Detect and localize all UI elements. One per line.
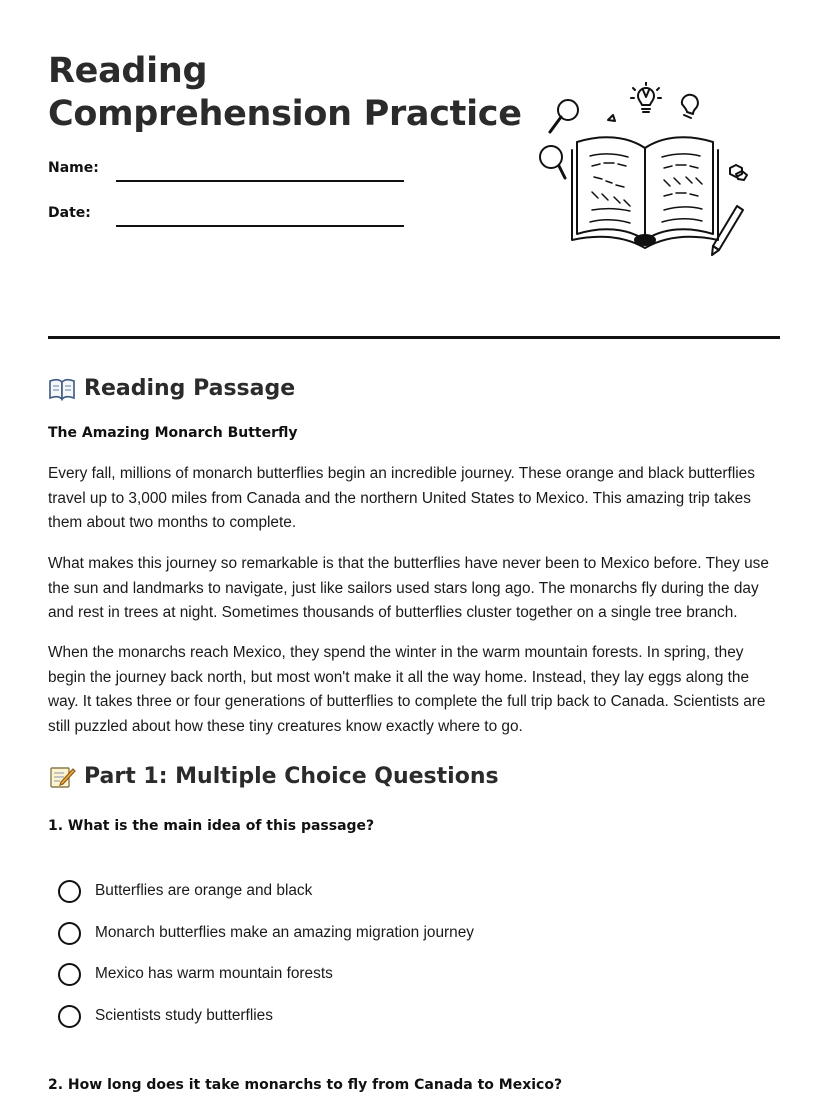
open-book-illustration-icon	[532, 82, 754, 260]
question-1-option-2[interactable]	[58, 921, 474, 945]
radio-button[interactable]	[58, 922, 81, 945]
title-line-2: Comprehension Practice	[48, 94, 522, 134]
name-line[interactable]	[116, 180, 404, 182]
page-title	[48, 50, 522, 136]
date-line[interactable]	[116, 225, 404, 227]
option-label: Mexico has warm mountain forests	[95, 965, 333, 982]
radio-button[interactable]	[58, 880, 81, 903]
radio-button[interactable]	[58, 963, 81, 986]
open-book-emoji-icon	[48, 377, 76, 401]
passage-paragraph-3: When the monarchs reach Mexico, they spend the winter in the warm mountain forests. In spring, they begin the journey back north, but most won't make it all the way home. Instead, they lay eggs along the way. It takes three or four generations of butterflies to complete the full trip back to Canada. Scientists are still puzzled about how these tiny creatures know exactly where to go.	[48, 644, 766, 735]
passage-paragraph-2: What makes this journey so remarkable is that the butterflies have never been to Mexico before. They use the sun and landmarks to navigate, just like sailors used stars long ago. The monarchs fly during the day and rest in trees at night. Sometimes thousands of butterflies cluster together on a single tree branch.	[48, 555, 769, 621]
title-line-1: Reading	[48, 51, 208, 91]
multiple-choice-heading-text: Part 1: Multiple Choice Questions	[84, 764, 499, 789]
memo-emoji-icon	[48, 765, 76, 789]
date-label: Date:	[48, 205, 91, 221]
question-1-option-3[interactable]	[58, 962, 333, 986]
multiple-choice-heading	[48, 764, 499, 789]
question-1: 1. What is the main idea of this passage?	[48, 818, 375, 834]
option-label: Butterflies are orange and black	[95, 882, 313, 899]
name-label: Name:	[48, 160, 99, 176]
reading-passage-heading-text: Reading Passage	[84, 376, 296, 401]
question-2: 2. How long does it take monarchs to fly from Canada to Mexico?	[48, 1077, 563, 1093]
option-label: Scientists study butterflies	[95, 1007, 273, 1024]
option-label: Monarch butterflies make an amazing migration journey	[95, 924, 474, 941]
question-1-option-4[interactable]	[58, 1004, 273, 1028]
reading-passage-heading	[48, 376, 295, 401]
passage-paragraph-1: Every fall, millions of monarch butterflies begin an incredible journey. These orange and black butterflies travel up to 3,000 miles from Canada and the northern United States to Mexico. This amazing trip takes them about two months to complete.	[48, 465, 755, 531]
header-divider	[48, 336, 780, 339]
radio-button[interactable]	[58, 1005, 81, 1028]
passage-title: The Amazing Monarch Butterfly	[48, 425, 298, 441]
question-1-option-1[interactable]	[58, 879, 312, 903]
